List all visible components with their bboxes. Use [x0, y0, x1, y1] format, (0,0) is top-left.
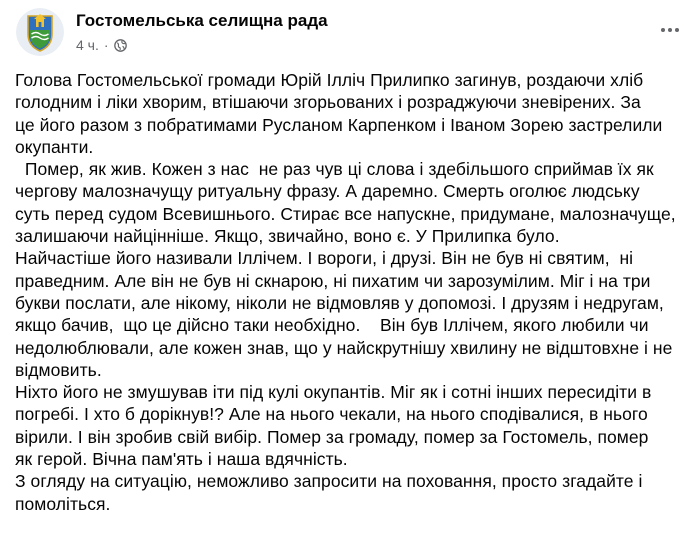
post-text: [15, 69, 687, 515]
post-text-line: чергову малозначущу ритуальну фразу. А даремно. Смерть оголює людську: [15, 181, 640, 202]
post-text-line: З огляду на ситуацію, неможливо запросити на поховання, просто згадайте і: [15, 471, 643, 492]
post-text-line: погребі. І хто б дорікнув!? Але на нього чекали, на нього сподівалися, в нього: [15, 404, 648, 425]
post-text-line: букви послати, але нікому, ніколи не відмовляв у допомозі. І друзям і недругам,: [15, 292, 664, 313]
post-options-button[interactable]: [656, 16, 684, 44]
post-text-line: відмовить.: [15, 359, 102, 380]
coat-of-arms-icon: [16, 8, 64, 56]
post-text-line: окупанти.: [15, 136, 94, 157]
post-text-line: суть перед судом Всевишнього. Стирає все напускне, придумане, малозначуще,: [15, 203, 676, 224]
page-avatar[interactable]: [16, 8, 64, 56]
post-timestamp[interactable]: 4 ч.: [76, 37, 99, 53]
post-text-line: якщо бачив, що це дійсно таки необхідно. Він був Іллічем, якого любили чи: [15, 315, 649, 336]
post-text-line: Голова Гостомельської громади Юрій Ілліч Прилипко загинув, роздаючи хліб: [15, 70, 644, 90]
post-text-line: Помер, як жив. Кожен з нас не раз чув ці слова і здебільшого сприймав їх як: [15, 159, 654, 180]
post-text-line: Найчастіше його називали Іллічем. І вороги, і друзі. Він не був ні святим, ні: [15, 248, 634, 269]
post-meta: [76, 37, 127, 53]
meta-separator: ·: [103, 37, 109, 53]
post-text-line: помоліться.: [15, 493, 111, 514]
globe-icon[interactable]: [114, 39, 127, 52]
page-name-link[interactable]: Гостомельська селищна рада: [76, 11, 328, 30]
more-horizontal-icon: [661, 28, 679, 32]
post-text-line: голодним і ліки хворим, втішаючи згорьованих і розраджуючи зневірених. За: [15, 92, 641, 113]
post-text-line: залишаючи найцінніше. Якщо, звичайно, воно є. У Прилипка було.: [15, 226, 560, 247]
post-text-line: недолюблювали, але кожен знав, що у найскрутнішу хвилину не відштовхне і не: [15, 337, 673, 358]
post-text-line: праведним. Але він не був ні скнарою, ні пихатим чи зарозумілим. Міг і на три: [15, 270, 651, 291]
post-text-line: вірили. І він зробив свій вибір. Помер за громаду, помер за Гостомель, помер: [15, 426, 649, 447]
post-header: [10, 6, 690, 58]
post-text-line: як герой. Вічна пам'ять і наша вдячність.: [15, 449, 348, 470]
post-text-line: Ніхто його не змушував іти під кулі окупантів. Міг як і сотні інших пересидіти в: [15, 382, 652, 403]
post-text-line: це його разом з побратимами Русланом Карпенком і Іваном Зорею застрелили: [15, 114, 663, 135]
